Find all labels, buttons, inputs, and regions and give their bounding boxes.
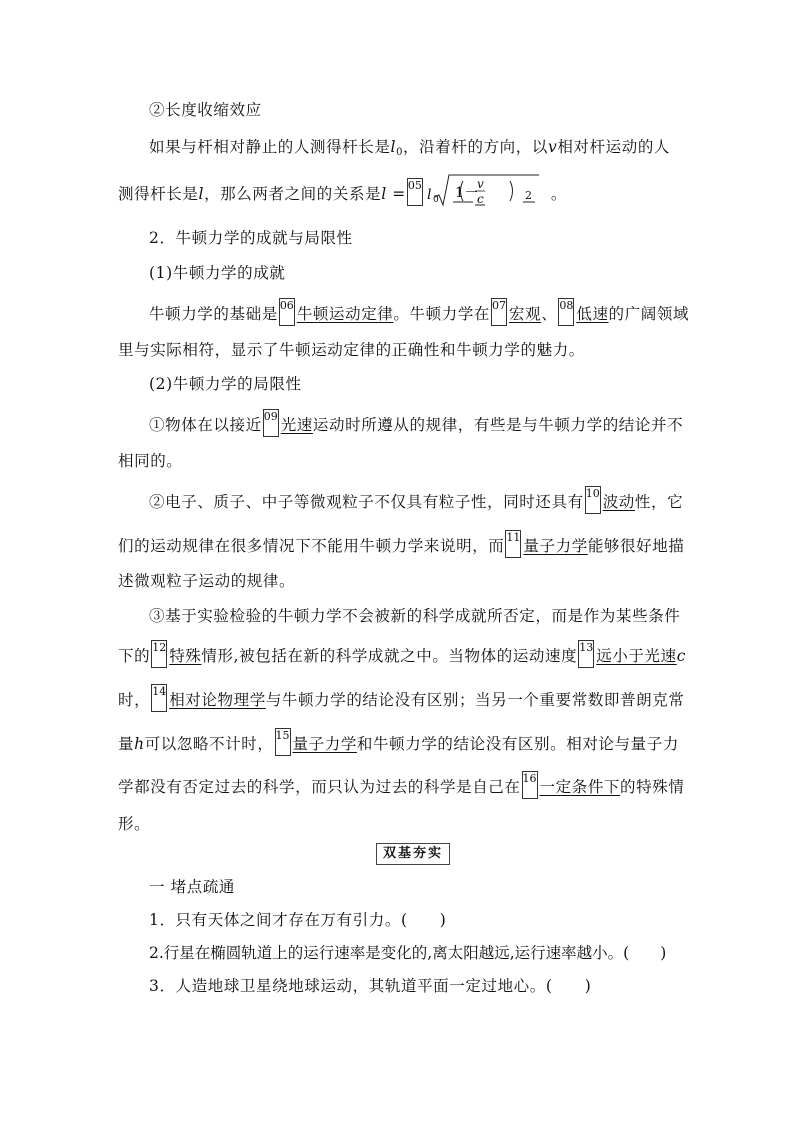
text: 测得杆长是 [118, 185, 199, 203]
box-number: 09 [263, 410, 278, 423]
answer-13: 远小于光速 [596, 647, 677, 665]
heading-text: (2)牛顿力学的局限性 [149, 375, 302, 393]
question-2 [149, 942, 666, 964]
subscript: 0 [396, 147, 404, 158]
section-heading [149, 227, 353, 249]
text: 能够很好地描 [587, 537, 685, 555]
text: ，那么两者之间的关系是 [204, 185, 382, 203]
paragraph-line [118, 178, 567, 206]
box-number: 05 [407, 179, 422, 192]
sqrt-sign [425, 169, 551, 209]
symbol-l: l [198, 185, 205, 203]
text: ③基于实验检验的牛顿力学不会被新的科学成就所否定，而是作为某些条件 [149, 607, 681, 625]
symbol-l: l [381, 185, 387, 203]
heading-length-contraction [149, 99, 262, 121]
text: 里与实际相符，显示了牛顿运动定律的正确性和牛顿力学的魅力。 [118, 341, 585, 359]
answer-06: 牛顿运动定律 [296, 305, 394, 323]
answer-box-07 [491, 298, 507, 326]
lorentz-formula [425, 177, 551, 206]
heading-text: (1)牛顿力学的成就 [149, 264, 286, 282]
question-3 [149, 975, 591, 997]
paragraph-line [118, 640, 686, 668]
answer-07: 宏观 [509, 305, 542, 323]
symbol-l: l [390, 138, 397, 156]
answer-box-12 [151, 640, 167, 668]
answer-10: 波动 [602, 493, 635, 511]
answer-box-08 [558, 298, 574, 326]
answer-box-05 [407, 178, 423, 206]
answer-08: 低速 [576, 305, 609, 323]
paragraph-line [118, 728, 679, 756]
question-text: 3．人造地球卫星绕地球运动，其轨道平面一定过地心。( ) [149, 977, 592, 995]
text: 形。 [118, 815, 151, 833]
box-number: 15 [275, 729, 290, 742]
formula-square: 2 [524, 189, 533, 202]
formula-one-minus: 1－ [454, 185, 479, 201]
question-text: 1．只有天体之间才存在万有引力。( ) [149, 911, 447, 929]
paragraph-line [118, 771, 684, 799]
answer-11: 量子力学 [523, 537, 588, 555]
paragraph-line [118, 450, 182, 472]
text: 和牛顿力学的结论没有区别。相对论与量子力 [356, 735, 679, 753]
paragraph-line [118, 339, 585, 361]
box-number: 10 [585, 487, 600, 500]
answer-box-15 [275, 728, 291, 756]
text: 时， [118, 691, 151, 709]
answer-box-16 [522, 771, 538, 799]
heading-text: 2．牛顿力学的成就与局限性 [149, 229, 353, 247]
text: 下的 [118, 647, 151, 665]
text: 的特殊情 [620, 778, 685, 796]
formula-v: v [476, 177, 485, 191]
text: 相对杆运动的人 [557, 138, 671, 156]
heading-text: ②长度收缩效应 [149, 101, 262, 119]
symbol-v: v [547, 138, 558, 156]
paragraph-line [118, 570, 295, 592]
text: 与牛顿力学的结论没有区别；当另一个重要常数即普朗克常 [265, 691, 685, 709]
text: 的广阔领域 [608, 305, 690, 323]
formula-l0-sub: 0 [432, 195, 440, 205]
box-number: 06 [279, 299, 294, 312]
question-text: 2.行星在椭圆轨道上的运行速率是变化的,离太阳越远,运行速率越小。( ) [149, 944, 667, 962]
paragraph-line [149, 605, 680, 627]
paragraph-line [149, 136, 670, 164]
subsection-heading [149, 373, 302, 395]
answer-15: 量子力学 [292, 735, 357, 753]
text: 性，它 [634, 493, 684, 511]
answer-16: 一定条件下 [539, 778, 621, 796]
answer-box-11 [505, 530, 521, 558]
text: 。 [550, 185, 567, 203]
box-number: 14 [152, 685, 167, 698]
banner-text: 双基夯实 [383, 846, 444, 861]
section-banner [376, 843, 450, 865]
text: 运动时所遵从的规律，有些是与牛顿力学的结论并不 [312, 416, 684, 434]
paragraph-line [149, 409, 683, 437]
text: 们的运动规律在很多情况下不能用牛顿力学来说明，而 [118, 537, 505, 555]
box-number: 07 [492, 299, 507, 312]
answer-box-13 [578, 640, 594, 668]
text: 相同的。 [118, 452, 183, 470]
answer-12: 特殊 [169, 647, 202, 665]
text: ②电子、质子、中子等微观粒子不仅具有粒子性，同时还具有 [149, 493, 584, 511]
heading-text: 一 堵点疏通 [149, 878, 236, 896]
box-number: 16 [522, 772, 537, 785]
text: ①物体在以接近 [149, 416, 262, 434]
text: 。牛顿力学在 [393, 305, 491, 323]
paragraph-line [149, 298, 689, 326]
text: 情形,被包括在新的科学成就之中。当物体的运动速度 [201, 647, 578, 665]
answer-09: 光速 [280, 416, 313, 434]
text: 如果与杆相对静止的人测得杆长是 [149, 138, 391, 156]
paragraph-line [149, 486, 683, 514]
text: 学都没有否定过去的科学，而只认为过去的科学是自己在 [118, 778, 521, 796]
answer-box-10 [585, 486, 601, 514]
paragraph-line [118, 684, 684, 712]
box-number: 13 [579, 641, 594, 654]
text: 、 [541, 305, 558, 323]
question-1 [149, 909, 446, 931]
answer-box-06 [279, 298, 295, 326]
text: ，沿着杆的方向，以 [403, 138, 548, 156]
formula-c: c [476, 192, 485, 206]
symbol-h: h [134, 735, 145, 753]
answer-box-09 [263, 409, 279, 437]
box-number: 11 [506, 531, 521, 544]
text: 可以忽略不计时， [144, 735, 274, 753]
box-number: 12 [152, 641, 167, 654]
formula-l0: l [426, 187, 432, 203]
equals-sign: = [386, 185, 406, 203]
subsection-heading [149, 262, 285, 284]
box-number: 08 [559, 299, 574, 312]
symbol-c: c [676, 647, 687, 665]
text: 述微观粒子运动的规律。 [118, 572, 296, 590]
text: 牛顿力学的基础是 [149, 305, 278, 323]
paragraph-line [118, 530, 684, 558]
section-heading [149, 876, 235, 898]
answer-box-14 [151, 684, 167, 712]
text: 量 [118, 735, 135, 753]
paragraph-line [118, 813, 150, 835]
answer-14: 相对论物理学 [169, 691, 266, 709]
